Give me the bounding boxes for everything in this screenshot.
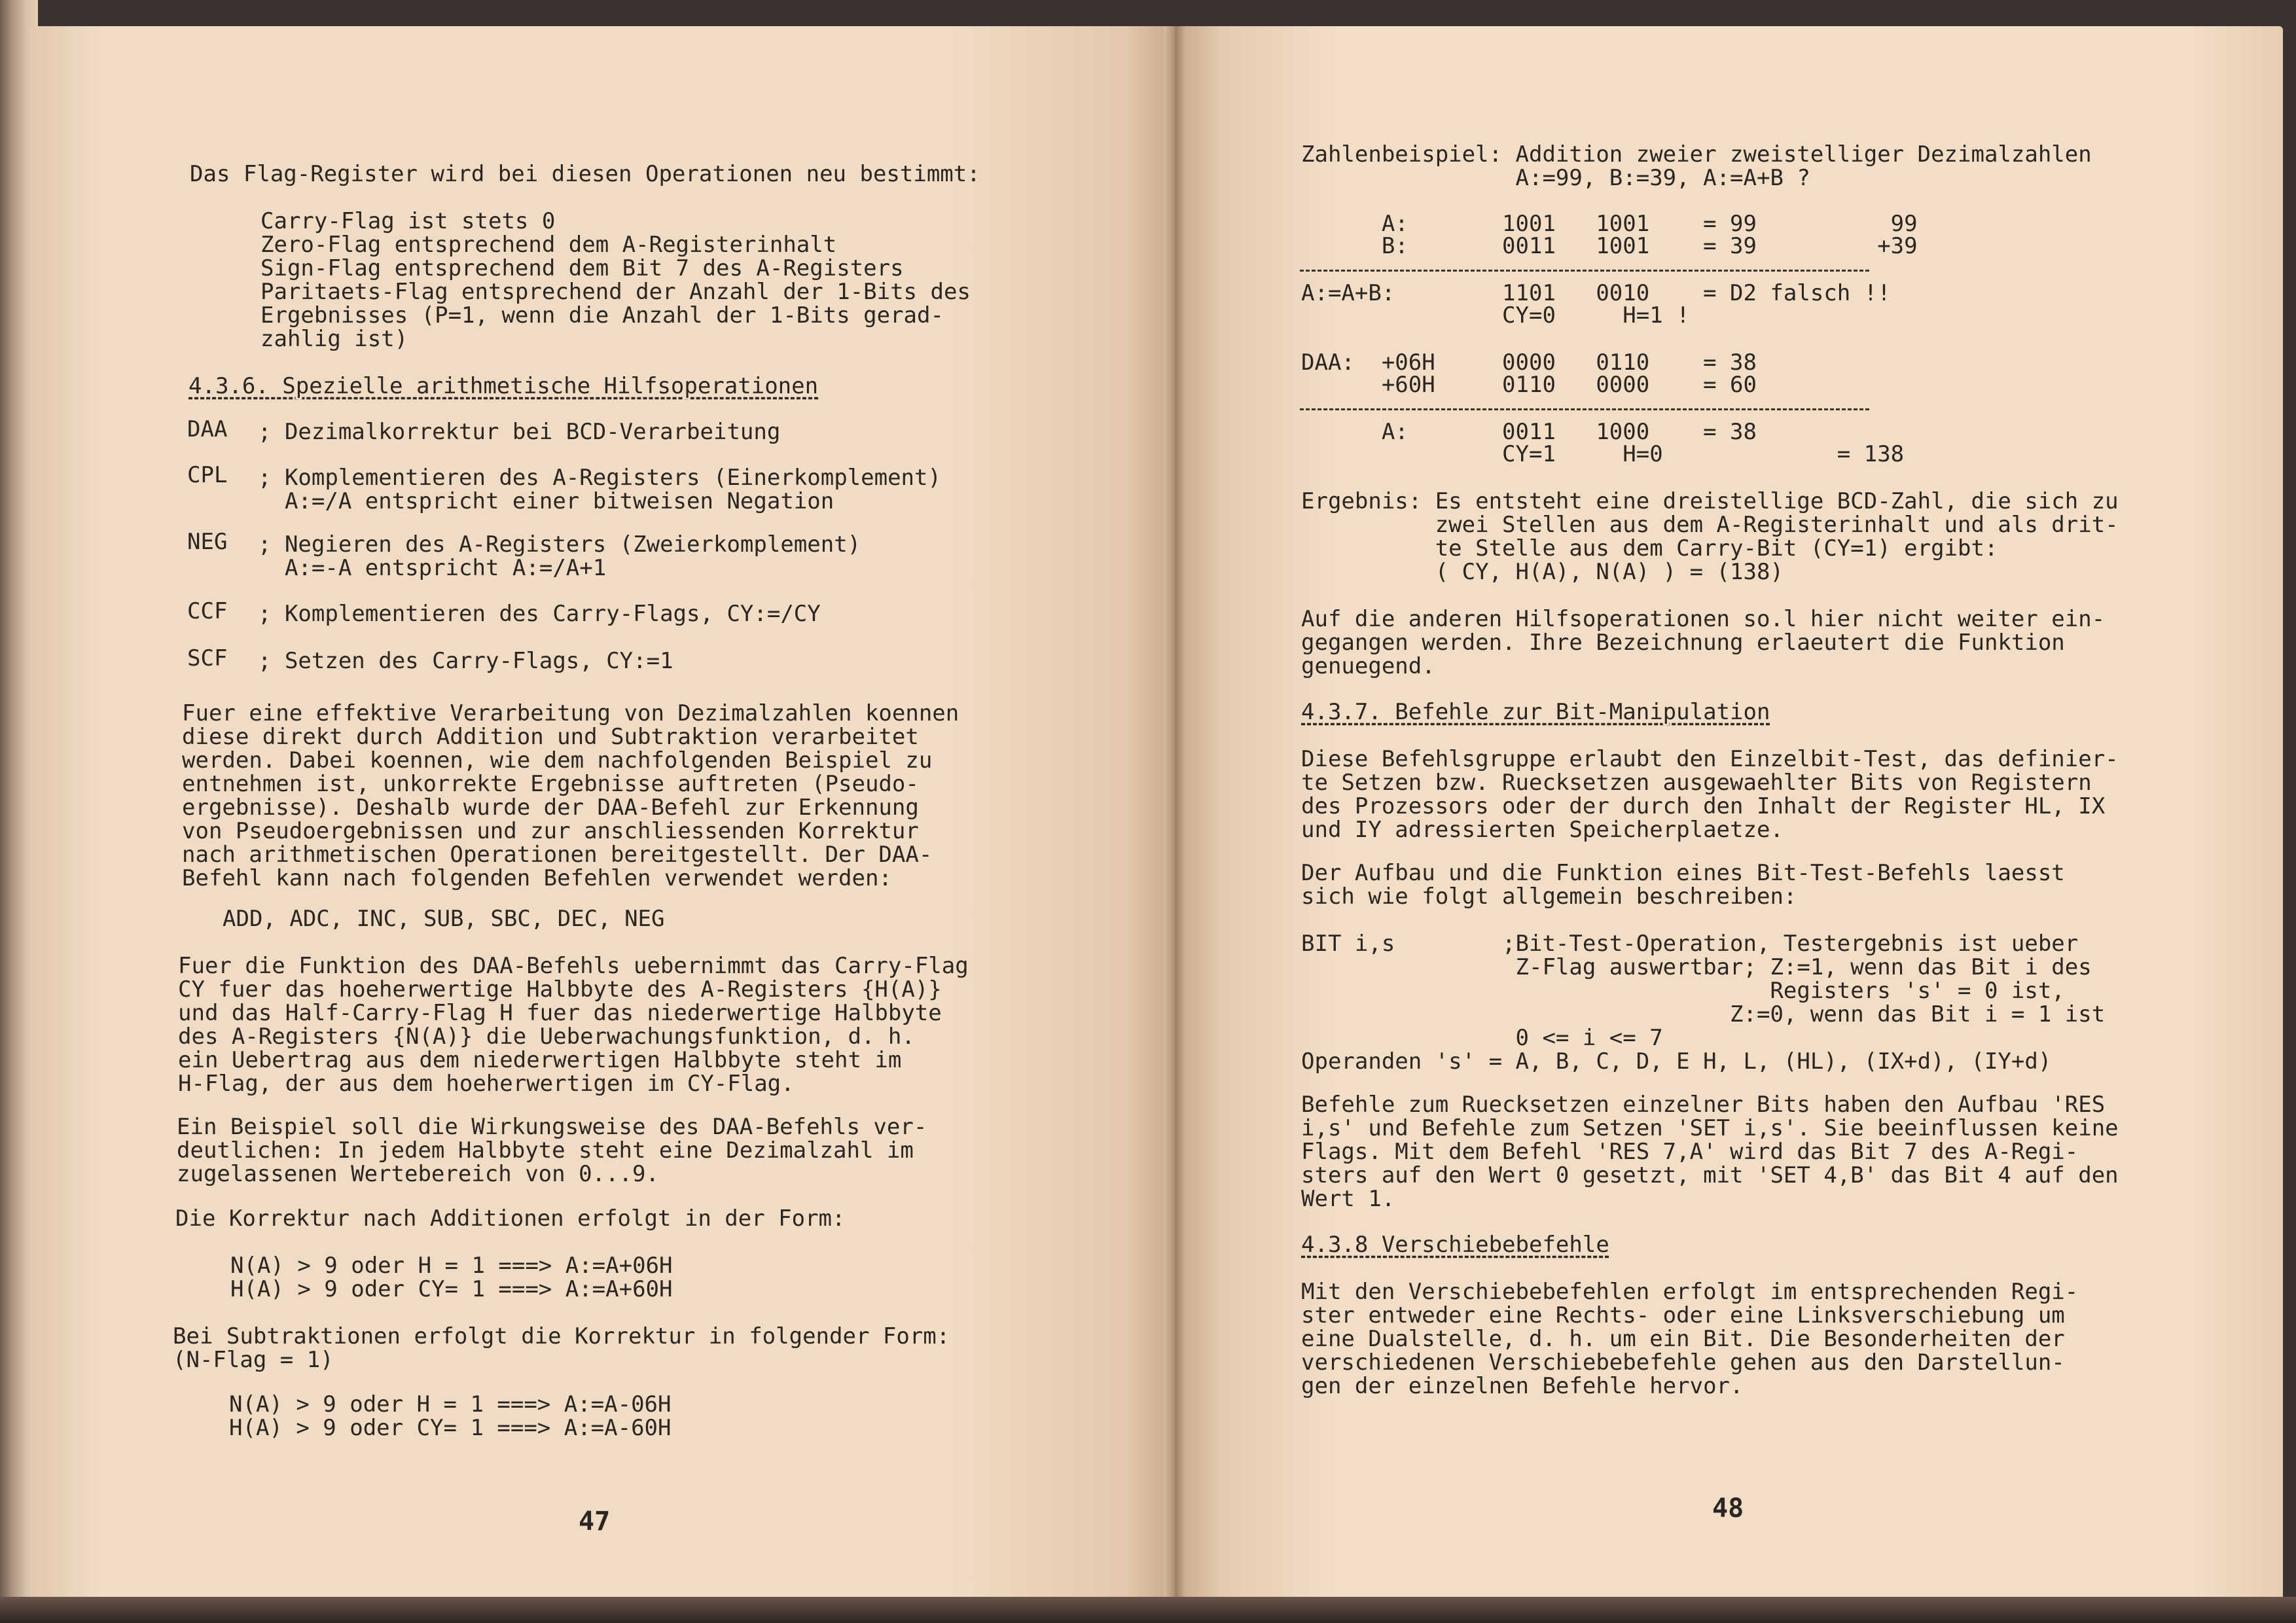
text-line: des Prozessors oder der durch den Inhalt der Register HL, IX: [1301, 793, 2106, 819]
text-line: diese direkt durch Addition und Subtraktion verarbeitet: [182, 724, 919, 750]
code-line: Z-Flag auswertbar; Z:=1, wenn das Bit i des: [1301, 954, 2092, 980]
table-row: A:=A+B: 1101 0010 = D2 falsch !!: [1301, 280, 1891, 306]
text-line: entnehmen ist, unkorrekte Ergebnisse auftreten (Pseudo-: [182, 771, 919, 797]
table-row: A: 1001 1001 = 99 99: [1301, 211, 1918, 237]
op-mnemonic: CPL: [187, 462, 228, 488]
op-description: ; Dezimalkorrektur bei BCD-Verarbeitung: [258, 419, 781, 445]
text-line: zugelassenen Wertebereich von 0...9.: [177, 1161, 659, 1187]
bottom-shadow: [0, 1597, 2296, 1623]
flag-item: Paritaets-Flag entsprechend der Anzahl der 1-Bits des: [260, 279, 971, 305]
text-line: und das Half-Carry-Flag H fuer das niederwertige Halbbyte: [178, 1000, 942, 1026]
text-line: Auf die anderen Hilfsoperationen so.l hier nicht weiter ein-: [1301, 606, 2106, 632]
text-line: ein Uebertrag aus dem niederwertigen Halbbyte steht im: [178, 1047, 902, 1073]
flag-item: Ergebnisses (P=1, wenn die Anzahl der 1-Bits gerad-: [260, 302, 944, 329]
table-rule: [1300, 270, 1869, 272]
subtraction-rule: N(A) > 9 oder H = 1 ===> A:=A-06H: [229, 1391, 672, 1418]
op-description: A:=/A entspricht einer bitweisen Negation: [258, 488, 834, 514]
text-line: Diese Befehlsgruppe erlaubt den Einzelbit-Test, das definier-: [1301, 746, 2119, 772]
text-line: werden. Dabei koennen, wie dem nachfolgenden Beispiel zu: [182, 747, 933, 774]
addition-intro: Die Korrektur nach Additionen erfolgt in der Form:: [175, 1205, 846, 1232]
text-line: zwei Stellen aus dem A-Registerinhalt und als drit-: [1301, 512, 2119, 538]
text-line: von Pseudoergebnissen und zur anschliessenden Korrektur: [182, 818, 919, 844]
example-title: A:=99, B:=39, A:=A+B ?: [1301, 165, 1810, 191]
text-line: Befehl kann nach folgenden Befehlen verwendet werden:: [182, 865, 892, 891]
text-line: Fuer die Funktion des DAA-Befehls uebernimmt das Carry-Flag: [178, 953, 969, 979]
op-mnemonic: NEG: [187, 529, 228, 555]
addition-rule: H(A) > 9 oder CY= 1 ===> A:=A+60H: [230, 1276, 673, 1302]
table-row: B: 0011 1001 = 39 +39: [1301, 233, 1918, 259]
op-mnemonic: DAA: [187, 416, 228, 442]
book-gutter: [1164, 26, 1186, 1610]
subtraction-intro: (N-Flag = 1): [173, 1347, 334, 1373]
text-line: des A-Registers {N(A)} die Ueberwachungsfunktion, d. h.: [178, 1024, 915, 1050]
text-line: gen der einzelnen Befehle hervor.: [1301, 1373, 1744, 1399]
text-line: CY fuer das hoeherwertige Halbbyte des A-Registers {H(A)}: [178, 976, 942, 1003]
text-line: Befehle zum Ruecksetzen einzelner Bits haben den Aufbau 'RES: [1301, 1092, 2106, 1118]
flag-item: Zero-Flag entsprechend dem A-Registerinhalt: [260, 232, 837, 258]
instruction-list: ADD, ADC, INC, SUB, SBC, DEC, NEG: [223, 906, 665, 932]
op-description: ; Komplementieren des Carry-Flags, CY:=/CY: [258, 601, 821, 627]
text-line: Flags. Mit dem Befehl 'RES 7,A' wird das Bit 7 des A-Regi-: [1301, 1139, 2079, 1165]
code-line: BIT i,s ;Bit-Test-Operation, Testergebnis ist ueber: [1301, 931, 2079, 957]
code-line: Registers 's' = 0 ist,: [1301, 978, 2065, 1004]
text-line: deutlichen: In jedem Halbbyte steht eine Dezimalzahl im: [177, 1137, 914, 1164]
text-line: ster entweder eine Rechts- oder eine Linksverschiebung um: [1301, 1302, 2065, 1329]
example-title: Zahlenbeispiel: Addition zweier zweistelliger Dezimalzahlen: [1301, 141, 2092, 168]
subtraction-intro: Bei Subtraktionen erfolgt die Korrektur in folgender Form:: [173, 1323, 950, 1349]
code-line: Z:=0, wenn das Bit i = 1 ist: [1301, 1001, 2106, 1027]
addition-rule: N(A) > 9 oder H = 1 ===> A:=A+06H: [230, 1253, 673, 1279]
subtraction-rule: H(A) > 9 oder CY= 1 ===> A:=A-60H: [229, 1415, 672, 1441]
table-rule: [1300, 408, 1869, 410]
text-line: ergebnisse). Deshalb wurde der DAA-Befehl zur Erkennung: [182, 794, 919, 821]
table-row: DAA: +06H 0000 0110 = 38: [1301, 349, 1757, 376]
text-line: Mit den Verschiebebefehlen erfolgt im entsprechenden Regi-: [1301, 1279, 2079, 1305]
text-line: sters auf den Wert 0 gesetzt, mit 'SET 4,B' das Bit 4 auf den: [1301, 1162, 2119, 1188]
text-line: eine Dualstelle, d. h. um ein Bit. Die Besonderheiten der: [1301, 1326, 2065, 1352]
section-heading-436: 4.3.6. Spezielle arithmetische Hilfsoperationen: [188, 373, 819, 399]
text-line: genuegend.: [1301, 653, 1435, 679]
code-line: Operanden 's' = A, B, C, D, E H, L, (HL), (IX+d), (IY+d): [1301, 1048, 2052, 1075]
table-row: CY=0 H=1 !: [1301, 302, 1690, 329]
flag-item: Carry-Flag ist stets 0: [260, 208, 556, 234]
text-line: Der Aufbau und die Funktion eines Bit-Test-Befehls laesst: [1301, 860, 2065, 886]
text-line: Ein Beispiel soll die Wirkungsweise des DAA-Befehls ver-: [177, 1114, 927, 1140]
flag-item: Sign-Flag entsprechend dem Bit 7 des A-Registers: [260, 255, 904, 281]
text-line: sich wie folgt allgemein beschreiben:: [1301, 883, 1797, 910]
text-line: te Setzen bzw. Ruecksetzen ausgewaehlter Bits von Registern: [1301, 770, 2092, 796]
text-line: H-Flag, der aus dem hoeherwertigen im CY-Flag.: [178, 1071, 795, 1097]
section-heading-438: 4.3.8 Verschiebebefehle: [1301, 1232, 1609, 1258]
text-line: Fuer eine effektive Verarbeitung von Dezimalzahlen koennen: [182, 700, 960, 726]
page-number-left: 47: [579, 1507, 611, 1537]
text-line: i,s' und Befehle zum Setzen 'SET i,s'. Sie beeinflussen keine: [1301, 1115, 2119, 1141]
text-line: Wert 1.: [1301, 1186, 1395, 1212]
op-mnemonic: SCF: [187, 645, 228, 671]
text-line: verschiedenen Verschiebebefehle gehen aus den Darstellun-: [1301, 1349, 2065, 1376]
table-row: +60H 0110 0000 = 60: [1301, 372, 1757, 398]
text-line: Ergebnis: Es entsteht eine dreistellige BCD-Zahl, die sich zu: [1301, 488, 2119, 514]
op-description: A:=-A entspricht A:=/A+1: [258, 555, 607, 581]
op-description: ; Komplementieren des A-Registers (Einerkomplement): [258, 465, 941, 491]
op-description: ; Setzen des Carry-Flags, CY:=1: [258, 648, 673, 674]
text-line: gegangen werden. Ihre Bezeichnung erlaeutert die Funktion: [1301, 630, 2065, 656]
table-row: A: 0011 1000 = 38: [1301, 419, 1757, 445]
text-line: nach arithmetischen Operationen bereitgestellt. Der DAA-: [182, 842, 933, 868]
table-row: CY=1 H=0 = 138: [1301, 441, 1905, 467]
flag-item: zahlig ist): [260, 326, 408, 352]
text-line: und IY adressierten Speicherplaetze.: [1301, 817, 1784, 843]
text-line: te Stelle aus dem Carry-Bit (CY=1) ergibt:: [1301, 535, 1998, 562]
code-line: 0 <= i <= 7: [1301, 1025, 1663, 1051]
text-line: ( CY, H(A), N(A) ) = (138): [1301, 559, 1784, 585]
op-mnemonic: CCF: [187, 598, 228, 624]
section-heading-437: 4.3.7. Befehle zur Bit-Manipulation: [1301, 699, 1770, 725]
op-description: ; Negieren des A-Registers (Zweierkomplement): [258, 531, 861, 558]
flag-intro: Das Flag-Register wird bei diesen Operationen neu bestimmt:: [190, 161, 980, 187]
page-number-right: 48: [1712, 1493, 1744, 1524]
